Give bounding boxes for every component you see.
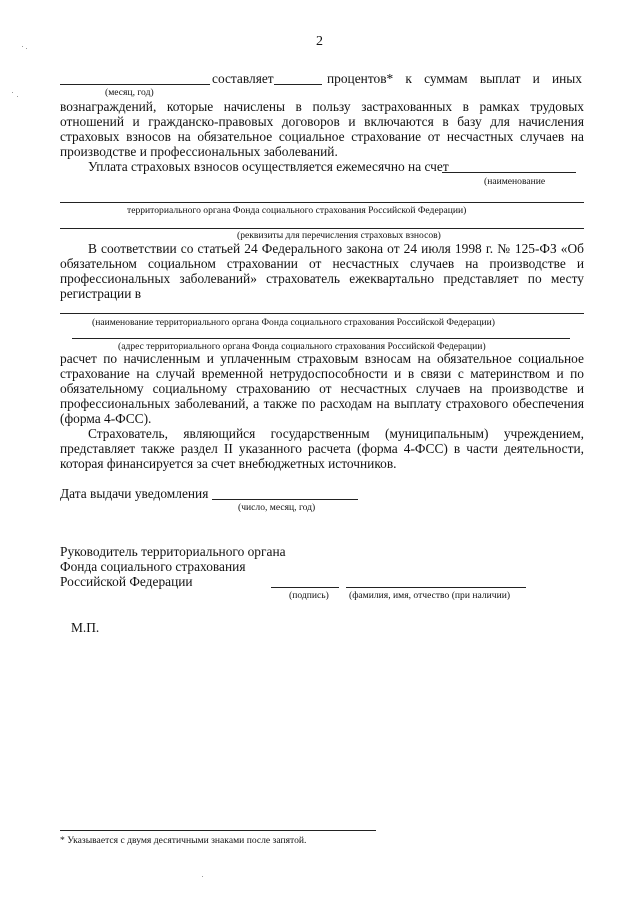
p4-line-2: страхование на случай временной нетрудоспособности и в связи с материнством и по [60, 366, 584, 381]
month-year-label: (месяц, год) [105, 87, 154, 98]
territorial-blank [60, 202, 584, 203]
issue-date-hint: (число, месяц, год) [238, 502, 316, 513]
p1-text-1: составляет [212, 71, 274, 86]
p4-line-1: расчет по начисленным и уплаченным страховым взносам на обязательное социальное [60, 351, 584, 366]
percent-blank [274, 84, 322, 85]
p1-text-2: процентов* к суммам выплат и иных [327, 71, 582, 86]
month-year-blank [60, 84, 210, 85]
scan-speck [17, 96, 18, 97]
p3-line-3: профессиональных заболеваний» страхователь ежеквартально представляет по месту [60, 271, 584, 286]
page-number: 2 [316, 34, 323, 49]
full-name-hint: (фамилия, имя, отчество (при наличии) [349, 590, 511, 601]
p3-line-2: обязательном социальном страховании от несчастных случаев на производстве и [60, 256, 584, 271]
scan-speck [12, 92, 13, 93]
org-name-blank [60, 313, 584, 314]
p1-line-3: отношений и гражданско-правовых договоров и включаются в базу для начисления [60, 114, 584, 129]
signer-line-3: Российской Федерации [60, 574, 193, 589]
org-name-label: (наименование территориального органа Фонда социального страхования Российской Федерации) [92, 317, 495, 328]
account-blank [442, 172, 576, 173]
scan-speck [202, 876, 203, 877]
p5-line-3: которая финансируется за счет внебюджетных источников. [60, 456, 397, 471]
footnote-text: * Указывается с двумя десятичными знаками после запятой. [60, 835, 307, 846]
name-label: (наименование [484, 176, 546, 187]
p5-line-1: Страхователь, являющийся государственным (муниципальным) учреждением, [88, 426, 584, 441]
signer-line-2: Фонда социального страхования [60, 559, 246, 574]
signer-line-1: Руководитель территориального органа [60, 544, 286, 559]
stamp-place: М.П. [71, 620, 100, 635]
org-address-label: (адрес территориального органа Фонда социального страхования Российской Федерации) [118, 341, 486, 352]
p3-line-4: регистрации в [60, 286, 142, 301]
issue-date-label: Дата выдачи уведомления [60, 486, 209, 501]
org-address-blank [72, 338, 570, 339]
p5-line-2: представляет также раздел II указанного расчета (форма 4-ФСС) в части деятельности, [60, 441, 584, 456]
p1-line-2: вознаграждений, которые начислены в пользу застрахованных в рамках трудовых [60, 99, 584, 114]
p4-line-3: обязательному социальному страхованию от несчастных случаев на производстве и [60, 381, 584, 396]
p2-line-1: Уплата страховых взносов осуществляется ежемесячно на счет [88, 159, 449, 174]
p1-line-5: производстве и профессиональных заболеваний. [60, 144, 338, 159]
p4-line-4: профессиональных заболеваний, а также по расходам на выплату страхового обеспечения [60, 396, 584, 411]
territorial-label: территориального органа Фонда социального страхования Российской Федерации) [127, 205, 467, 216]
p4-line-5: (форма 4-ФСС). [60, 411, 152, 426]
requisites-blank [60, 228, 584, 229]
p3-line-1: В соответствии со статьей 24 Федерального закона от 24 июля 1998 г. № 125-ФЗ «Об [88, 241, 584, 256]
requisites-label: (реквизиты для перечисления страховых взносов) [237, 230, 441, 241]
scan-speck [26, 48, 27, 49]
issue-date-blank [212, 499, 358, 500]
full-name-blank [346, 587, 526, 588]
signature-blank [271, 587, 339, 588]
footnote-separator [60, 830, 376, 831]
scan-speck [22, 46, 23, 47]
signature-hint: (подпись) [289, 590, 329, 601]
p1-line-4: страховых взносов на обязательное социальное страхование от несчастных случаев на [60, 129, 584, 144]
